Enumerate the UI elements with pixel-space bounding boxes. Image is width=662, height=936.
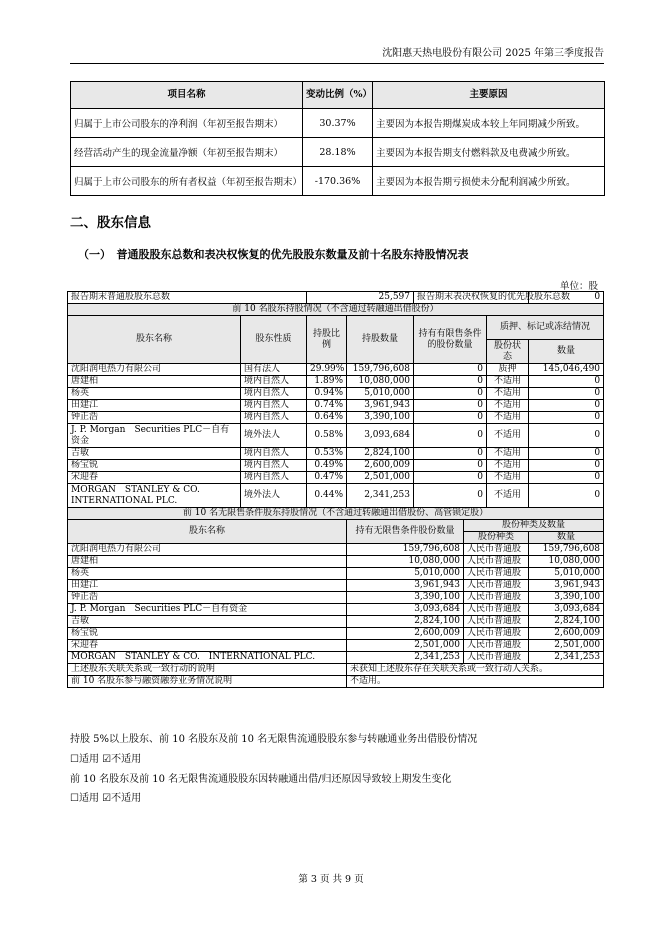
holder-status: 不适用	[487, 400, 529, 412]
holder-ratio: 29.99%	[307, 364, 347, 376]
holder-restricted: 0	[414, 400, 487, 412]
subsection-title: （一） 普通股股东总数和表决权恢复的优先股股东数量及前十名股东持股情况表	[78, 248, 469, 261]
u-holder-amount: 5,010,000	[529, 568, 604, 580]
total-holders-value: 25,597	[307, 292, 414, 304]
holder-restricted: 0	[414, 412, 487, 424]
holder-restricted: 0	[414, 388, 487, 400]
total-holders-row	[68, 292, 604, 304]
u-holder-name: 吉敏	[68, 616, 347, 628]
holder-status: 不适用	[487, 412, 529, 424]
col-reason: 主要原因	[373, 82, 605, 109]
holder-status: 不适用	[487, 388, 529, 400]
holder-status: 不适用	[487, 424, 529, 448]
u-holder-amount: 3,390,100	[529, 592, 604, 604]
u-holder-name: 田建江	[68, 580, 347, 592]
u-holder-name: 沈阳润电热力有限公司	[68, 544, 347, 556]
holder-shares: 159,796,608	[347, 364, 414, 376]
u-holder-amount: 3,961,943	[529, 580, 604, 592]
u-holder-amount: 159,796,608	[529, 544, 604, 556]
u-holder-name: 宋迎春	[68, 640, 347, 652]
u-holder-class: 人民币普通股	[464, 568, 529, 580]
holder-status: 不适用	[487, 460, 529, 472]
u-holder-amount: 3,093,684	[529, 604, 604, 616]
hdr-ratio: 持股比例	[307, 316, 347, 364]
holder-name: 吉敏	[68, 448, 241, 460]
u-holder-class: 人民币普通股	[464, 640, 529, 652]
top10-header-row	[68, 316, 604, 340]
hdr-nature: 股东性质	[241, 316, 307, 364]
table-row	[68, 448, 604, 460]
holder-status: 不适用	[487, 484, 529, 508]
u-holder-name: J. P. Morgan Securities PLC－自有资金	[68, 604, 347, 616]
unit-label: 单位：股	[559, 281, 598, 292]
holder-amount: 0	[529, 472, 604, 484]
lending-opt-applicable: 适用	[78, 754, 99, 765]
holder-ratio: 0.58%	[307, 424, 347, 448]
table-row	[68, 460, 604, 472]
u-holder-amount: 10,080,000	[529, 556, 604, 568]
change-item: 经营活动产生的现金流量净额（年初至报告期末）	[71, 138, 303, 167]
holder-amount: 0	[529, 424, 604, 448]
table-row	[68, 652, 604, 664]
change-reason: 主要因为本报告期支付燃料款及电费减少所致。	[373, 138, 605, 167]
table-row	[68, 364, 604, 376]
holder-shares: 10,080,000	[347, 376, 414, 388]
holder-name: 宋迎春	[68, 472, 241, 484]
holder-nature: 境内自然人	[241, 448, 307, 460]
checked-checkbox-icon[interactable]: ☑	[102, 793, 112, 804]
holder-ratio: 0.47%	[307, 472, 347, 484]
u-holder-class: 人民币普通股	[464, 580, 529, 592]
change-opt-not-applicable: 不适用	[111, 793, 142, 804]
change-options	[70, 789, 141, 804]
holder-name: 杨宝锐	[68, 460, 241, 472]
holder-nature: 境内自然人	[241, 376, 307, 388]
u-holder-amount: 2,341,253	[529, 652, 604, 664]
holder-amount: 0	[529, 388, 604, 400]
table-row	[68, 640, 604, 652]
u-holder-count: 5,010,000	[347, 568, 464, 580]
holder-shares: 2,501,000	[347, 472, 414, 484]
holder-status: 质押	[487, 364, 529, 376]
holder-ratio: 0.94%	[307, 388, 347, 400]
unrestricted-header-row	[68, 520, 604, 532]
u-holder-name: 杨英	[68, 568, 347, 580]
total-holders-label: 报告期末普通股股东总数	[68, 292, 307, 304]
holder-amount: 0	[529, 448, 604, 460]
table-row	[68, 568, 604, 580]
holder-nature: 境外法人	[241, 424, 307, 448]
holder-name: J. P. Morgan Securities PLC－自有资金	[68, 424, 241, 448]
u-holder-count: 159,796,608	[347, 544, 464, 556]
table-row	[68, 376, 604, 388]
holder-status: 不适用	[487, 448, 529, 460]
change-ratio: -170.36%	[303, 167, 373, 196]
holder-nature: 境外法人	[241, 484, 307, 508]
hdr-status: 股份状态	[487, 340, 529, 364]
holder-restricted: 0	[414, 376, 487, 388]
margin-row	[68, 676, 604, 688]
empty-checkbox-icon[interactable]: ☐	[70, 754, 79, 765]
holder-shares: 3,093,684	[347, 424, 414, 448]
table-row	[68, 412, 604, 424]
table-row	[68, 472, 604, 484]
hdr-shares: 持股数量	[347, 316, 414, 364]
u-holder-count: 3,093,684	[347, 604, 464, 616]
table-row	[71, 109, 605, 138]
u-holder-name: 杨宝锐	[68, 628, 347, 640]
holder-ratio: 0.49%	[307, 460, 347, 472]
change-item: 归属于上市公司股东的净利润（年初至报告期末）	[71, 109, 303, 138]
holder-shares: 2,600,009	[347, 460, 414, 472]
holder-ratio: 0.64%	[307, 412, 347, 424]
margin-value: 不适用。	[347, 676, 604, 688]
u-hdr-class: 股份种类	[464, 532, 529, 544]
u-hdr-name: 股东名称	[68, 520, 347, 544]
holder-name: 田建江	[68, 400, 241, 412]
u-hdr-count: 持有无限售条件股份数量	[347, 520, 464, 544]
change-item: 归属于上市公司股东的所有者权益（年初至报告期末）	[71, 167, 303, 196]
table-row	[68, 592, 604, 604]
holder-name: 钟正浩	[68, 412, 241, 424]
table-row	[68, 424, 604, 448]
u-holder-name: 唐建柏	[68, 556, 347, 568]
holder-name: 唐建柏	[68, 376, 241, 388]
holder-shares: 3,961,943	[347, 400, 414, 412]
holder-name: 沈阳润电热力有限公司	[68, 364, 241, 376]
change-ratio: 28.18%	[303, 138, 373, 167]
change-table-header	[71, 82, 605, 109]
holder-shares: 5,010,000	[347, 388, 414, 400]
relation-value: 未获知上述股东存在关联关系或一致行动人关系。	[347, 664, 604, 676]
holder-ratio: 0.74%	[307, 400, 347, 412]
lending-options	[70, 750, 141, 765]
holder-shares: 2,341,253	[347, 484, 414, 508]
u-holder-count: 3,390,100	[347, 592, 464, 604]
u-holder-count: 2,824,100	[347, 616, 464, 628]
u-holder-count: 2,501,000	[347, 640, 464, 652]
checked-checkbox-icon[interactable]: ☑	[102, 754, 112, 765]
u-holder-name: MORGAN STANLEY & CO. INTERNATIONAL PLC.	[68, 652, 347, 664]
hdr-pledge: 质押、标记或冻结情况	[487, 316, 604, 340]
margin-label: 前 10 名股东参与融资融券业务情况说明	[68, 676, 347, 688]
change-table	[70, 81, 605, 196]
u-holder-class: 人民币普通股	[464, 556, 529, 568]
holder-nature: 境内自然人	[241, 460, 307, 472]
holder-nature: 境内自然人	[241, 472, 307, 484]
table-row	[68, 616, 604, 628]
relation-row	[68, 664, 604, 676]
u-holder-class: 人民币普通股	[464, 628, 529, 640]
lending-opt-not-applicable: 不适用	[111, 754, 142, 765]
holder-amount: 0	[529, 412, 604, 424]
hdr-restricted: 持有有限售条件的股份数量	[414, 316, 487, 364]
u-holder-count: 3,961,943	[347, 580, 464, 592]
u-hdr-amount: 数量	[529, 532, 604, 544]
holder-amount: 0	[529, 460, 604, 472]
table-row	[68, 556, 604, 568]
holder-name: MORGAN STANLEY & CO. INTERNATIONAL PLC.	[68, 484, 241, 508]
table-row	[71, 138, 605, 167]
holder-restricted: 0	[414, 460, 487, 472]
holder-amount: 0	[529, 376, 604, 388]
pref-holders-label: 报告期末表决权恢复的优先股股东总数	[414, 292, 529, 304]
holder-amount: 0	[529, 400, 604, 412]
table-row	[71, 167, 605, 196]
holder-restricted: 0	[414, 364, 487, 376]
u-holder-amount: 2,824,100	[529, 616, 604, 628]
table-row	[68, 628, 604, 640]
u-holder-class: 人民币普通股	[464, 592, 529, 604]
change-note: 前 10 名股东及前 10 名无限售流通股股东因转融通出借/归还原因导致较上期发生变化	[70, 774, 452, 785]
u-holder-class: 人民币普通股	[464, 604, 529, 616]
unrestricted-title: 前 10 名无限售条件股东持股情况（不含通过转融通出借股份、高管锁定股）	[68, 508, 604, 520]
holder-ratio: 1.89%	[307, 376, 347, 388]
u-holder-count: 2,341,253	[347, 652, 464, 664]
holder-nature: 境内自然人	[241, 400, 307, 412]
page-footer: 第 3 页 共 9 页	[298, 874, 364, 885]
pref-holders-value: 0	[529, 292, 604, 304]
section-title: 二、股东信息	[70, 215, 151, 231]
holder-nature: 国有法人	[241, 364, 307, 376]
hdr-name: 股东名称	[68, 316, 241, 364]
u-holder-class: 人民币普通股	[464, 616, 529, 628]
u-holder-amount: 2,600,009	[529, 628, 604, 640]
u-holder-amount: 2,501,000	[529, 640, 604, 652]
table-row	[68, 604, 604, 616]
relation-label: 上述股东关联关系或一致行动的说明	[68, 664, 347, 676]
holder-ratio: 0.44%	[307, 484, 347, 508]
holder-status: 不适用	[487, 376, 529, 388]
holder-amount: 0	[529, 484, 604, 508]
u-holder-name: 钟正浩	[68, 592, 347, 604]
empty-checkbox-icon[interactable]: ☐	[70, 793, 79, 804]
table-row	[68, 580, 604, 592]
holder-shares: 3,390,100	[347, 412, 414, 424]
holder-status: 不适用	[487, 472, 529, 484]
holder-restricted: 0	[414, 448, 487, 460]
col-ratio: 变动比例（%）	[303, 82, 373, 109]
u-hdr-class-group: 股份种类及数量	[464, 520, 604, 532]
col-item: 项目名称	[71, 82, 303, 109]
holder-shares: 2,824,100	[347, 448, 414, 460]
change-reason: 主要因为本报告期煤炭成本较上年同期减少所致。	[373, 109, 605, 138]
change-ratio: 30.37%	[303, 109, 373, 138]
holder-restricted: 0	[414, 472, 487, 484]
u-holder-count: 10,080,000	[347, 556, 464, 568]
table-row	[68, 484, 604, 508]
holder-amount: 145,046,490	[529, 364, 604, 376]
table-row	[68, 388, 604, 400]
table-row	[68, 544, 604, 556]
u-holder-class: 人民币普通股	[464, 652, 529, 664]
change-opt-applicable: 适用	[78, 793, 99, 804]
u-holder-count: 2,600,009	[347, 628, 464, 640]
holder-name: 杨英	[68, 388, 241, 400]
holder-ratio: 0.53%	[307, 448, 347, 460]
holder-nature: 境内自然人	[241, 412, 307, 424]
hdr-amount: 数量	[529, 340, 604, 364]
u-holder-class: 人民币普通股	[464, 544, 529, 556]
holder-nature: 境内自然人	[241, 388, 307, 400]
change-reason: 主要因为本报告期亏损使未分配利润减少所致。	[373, 167, 605, 196]
lending-note: 持股 5%以上股东、前 10 名股东及前 10 名无限售流通股股东参与转融通业务出借股份情况	[70, 734, 478, 745]
top10-title: 前 10 名股东持股情况（不含通过转融通出借股份）	[68, 304, 604, 316]
holder-restricted: 0	[414, 484, 487, 508]
shareholders-table	[67, 291, 604, 688]
table-row	[68, 400, 604, 412]
page-header: 沈阳惠天热电股份有限公司 2025 年第三季度报告	[70, 44, 604, 64]
holder-restricted: 0	[414, 424, 487, 448]
